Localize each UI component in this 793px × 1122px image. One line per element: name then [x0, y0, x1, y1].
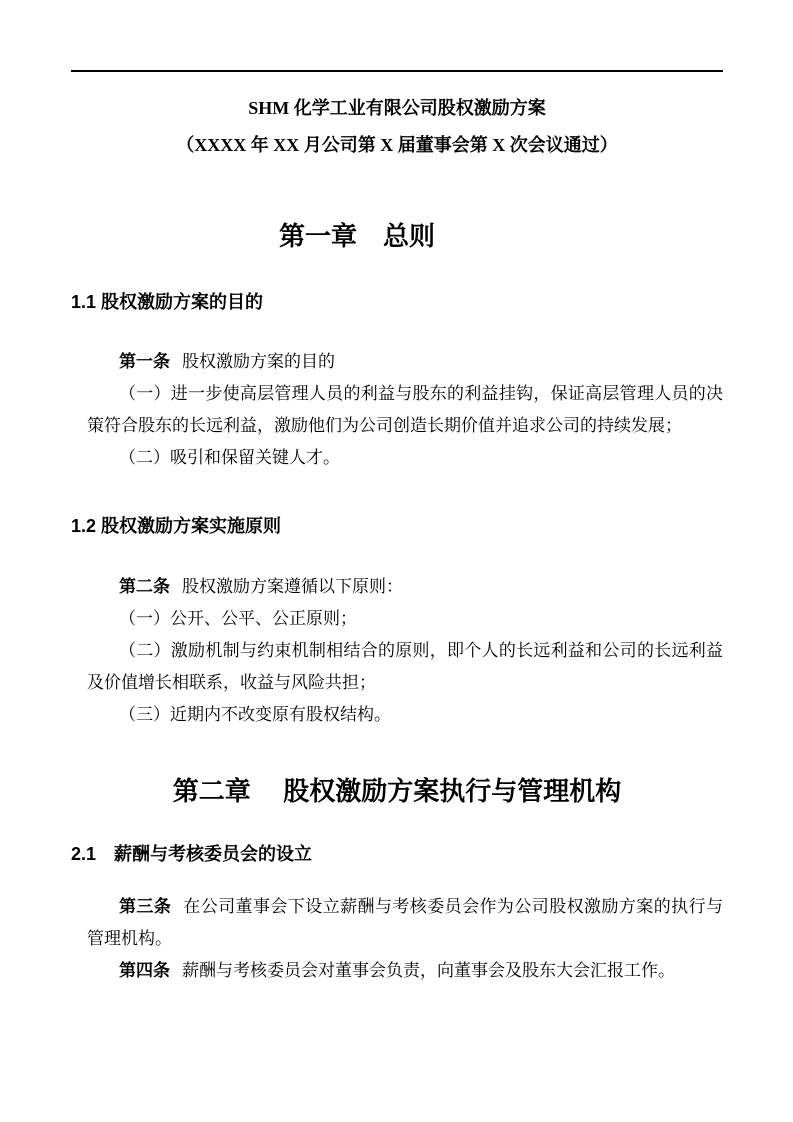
- chapter-1-heading: 第一章 总则: [278, 222, 435, 251]
- clause-1-label: 第一条: [119, 352, 170, 371]
- section-1-1-heading: 1.1 股权激励方案的目的: [71, 292, 264, 312]
- clause-4-paragraph: [87, 955, 723, 987]
- clause-3-text: 在公司董事会下设立薪酬与考核委员会作为公司股权激励方案的执行与管理机构。: [87, 897, 724, 948]
- header-rule: [71, 70, 723, 72]
- document-title: SHM 化学工业有限公司股权激励方案: [248, 98, 546, 118]
- clause-4-text: 薪酬与考核委员会对董事会负责，向董事会及股东大会汇报工作。: [182, 961, 675, 980]
- chapter-2-heading: 第二章 股权激励方案执行与管理机构: [172, 777, 622, 806]
- document-subtitle: （XXXX 年 XX 月公司第 X 届董事会第 X 次会议通过）: [176, 135, 618, 155]
- clause-3-label: 第三条: [119, 897, 172, 916]
- clause-1-paragraph: [87, 346, 723, 378]
- item-paragraph-1-2-a: （一）公开、公平、公正原则；: [119, 609, 357, 628]
- item-paragraph-1-2-b: （二）激励机制与约束机制相结合的原则，即个人的长远利益和公司的长远利益及价值增长相联系，收益与风险共担；: [87, 641, 723, 692]
- item-paragraph-1-1-a: （一）进一步使高层管理人员的利益与股东的利益挂钩，保证高层管理人员的决策符合股东的长远利益，激励他们为公司创造长期价值并追求公司的持续发展；: [87, 384, 723, 435]
- clause-2-label: 第二条: [119, 577, 170, 596]
- item-paragraph-1-2-c: （三）近期内不改变原有股权结构。: [119, 705, 391, 724]
- item-paragraph-1-1-b: （二）吸引和保留关键人才。: [119, 448, 340, 467]
- clause-3-paragraph: [87, 891, 723, 955]
- clause-2-paragraph: [87, 571, 723, 603]
- clause-2-text: 股权激励方案遵循以下原则：: [182, 577, 403, 596]
- clause-4-label: 第四条: [119, 961, 170, 980]
- section-1-2-heading: 1.2 股权激励方案实施原则: [71, 516, 282, 536]
- clause-1-text: 股权激励方案的目的: [182, 352, 335, 371]
- section-2-1-heading: 2.1 薪酬与考核委员会的设立: [71, 844, 313, 864]
